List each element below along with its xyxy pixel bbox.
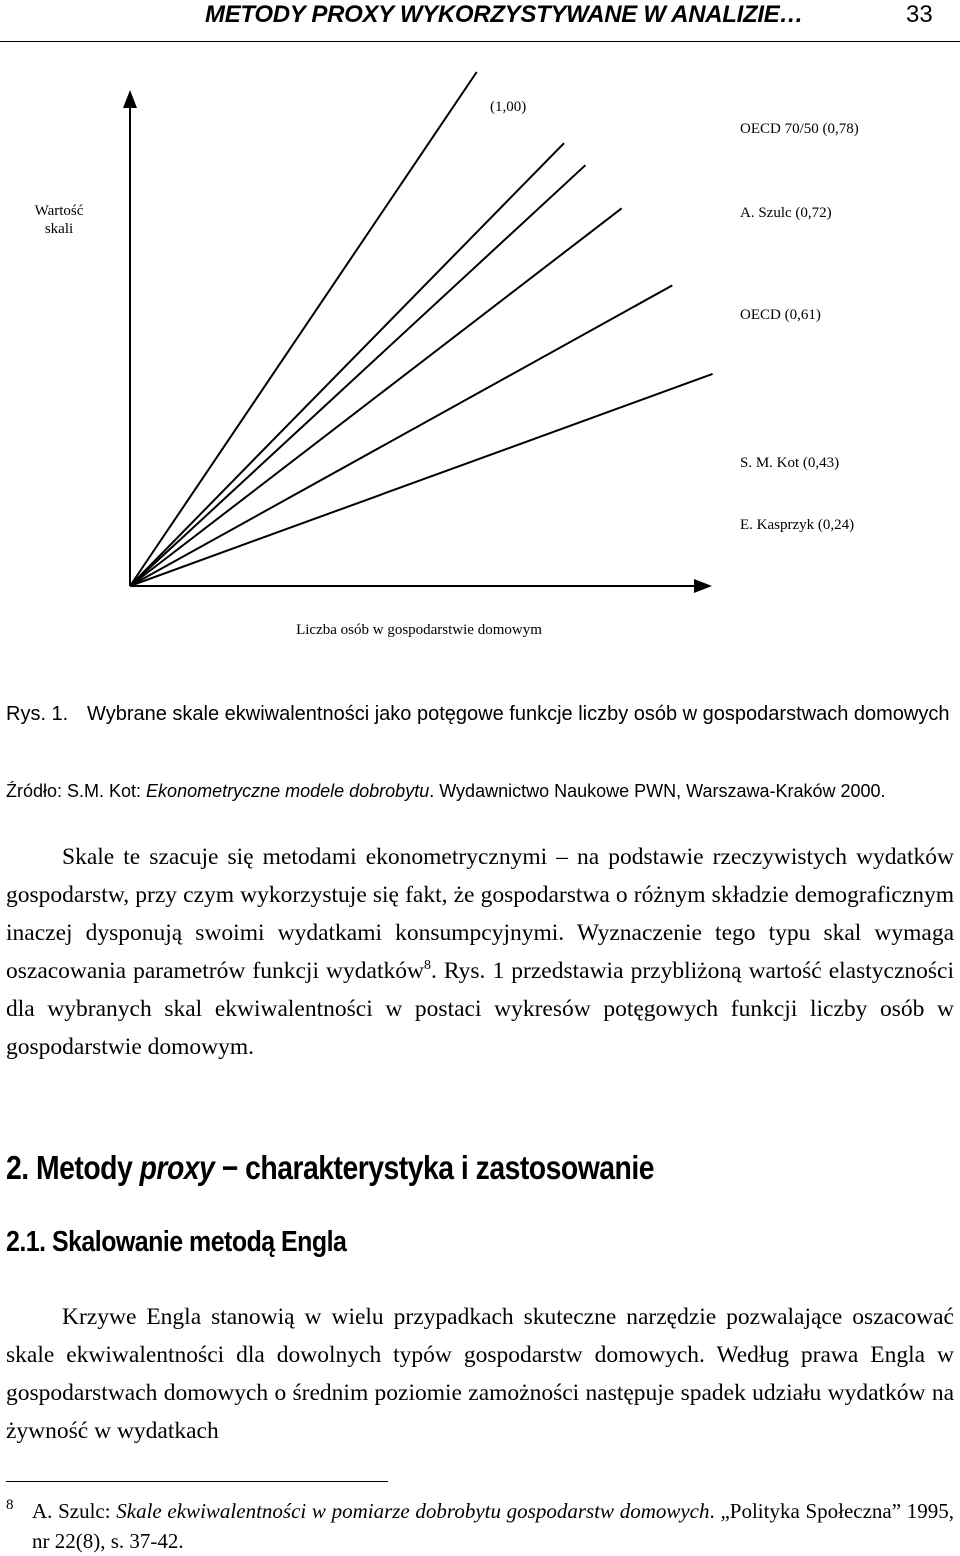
footnote-rest: . „Polityka Społeczna” 1995, nr 22(8), s. 37-42.	[32, 1499, 954, 1553]
footnote-prefix: A. Szulc:	[32, 1499, 117, 1523]
figure-caption-text: Wybrane skale ekwiwalentności jako potęgowe funkcje liczby osób w gospodarstwach domowych	[87, 703, 950, 725]
elasticity-figure	[0, 60, 960, 680]
series-label-0: (1,00)	[490, 99, 527, 115]
chart-series-lines	[130, 72, 713, 586]
footnote-8	[6, 1496, 954, 1556]
section-heading-2	[6, 1148, 654, 1188]
running-title: METODY PROXY WYKORZYSTYWANE W ANALIZIE…	[205, 1, 804, 28]
series-line-5	[130, 374, 713, 586]
x-axis-arrow	[694, 579, 712, 593]
footnote-number: 8	[6, 1497, 14, 1513]
series-label-1: OECD 70/50 (0,78)	[740, 121, 859, 137]
footnote-text	[6, 1496, 954, 1556]
x-axis-label: Liczba osób w gospodarstwie domowym	[296, 622, 542, 638]
source-prefix: Źródło: S.M. Kot:	[6, 781, 147, 801]
heading2-part: 2. Metody	[6, 1149, 140, 1186]
y-axis-label-line-2: skali	[44, 221, 74, 237]
para1-text-cont: . Rys. 1 przedstawia przybliżoną wartość elastyczności dla wybranych skal ekwiwalentności w postaci wykresów potęgowych funkcji liczby osób w gospodarstwie domowym.	[6, 958, 954, 1060]
series-line-4	[130, 285, 672, 586]
series-label-4: S. M. Kot (0,43)	[740, 455, 840, 471]
y-axis-label-line-1: Wartość	[34, 203, 84, 219]
heading2-part-2: − charakterystyka i zastosowanie	[214, 1149, 654, 1186]
footnote-title: Skale ekwiwalentności w pomiarze dobrobytu gospodarstw domowych	[116, 1499, 710, 1523]
chart-series-labels	[490, 99, 859, 533]
subsection-heading-2-1: 2.1. Skalowanie metodą Engla	[6, 1226, 347, 1258]
figure-caption-number: Rys. 1.	[6, 703, 69, 725]
para2-text: Krzywe Engla stanowią w wielu przypadkach skuteczne narzędzie pozwalające oszacować skale ekwiwalentności dla dowolnych typów gospodarstw domowych. Według prawa Engla w gospodarstwach domowych o średnim poziomie zamożności następuje spadek udziału wydatków na żywność w wydatkach	[6, 1304, 954, 1444]
series-line-0	[130, 72, 477, 586]
body-paragraph-1	[6, 838, 954, 1066]
series-label-5: E. Kasprzyk (0,24)	[740, 517, 855, 533]
series-label-2: A. Szulc (0,72)	[740, 205, 832, 221]
footnote-rule	[6, 1481, 388, 1482]
figure-source	[6, 779, 886, 803]
series-line-3	[130, 208, 622, 586]
series-label-3: OECD (0,61)	[740, 307, 821, 323]
series-line-2	[130, 165, 585, 586]
y-axis-arrow	[123, 90, 137, 108]
heading2-italic: proxy	[139, 1149, 215, 1186]
series-line-1	[130, 143, 564, 586]
page-number: 33	[906, 1, 933, 28]
para1-text: Skale te szacuje się metodami ekonometrycznymi – na podstawie rzeczywistych wydatków gospodarstw, przy czym wykorzystuje się fakt, że gospodarstwa o różnym składzie demograficznym inaczej dysponują swoimi wydatkami konsumpcyjnymi. Wyznaczenie tego typu skal wymaga oszacowania parametrów funkcji wydatków	[6, 844, 954, 984]
body-paragraph-2	[6, 1298, 954, 1450]
chart-axes	[123, 90, 712, 593]
header-rule	[0, 41, 960, 42]
source-title: Ekonometryczne modele dobrobytu	[146, 781, 430, 801]
footnote-ref-8[interactable]: 8	[423, 958, 431, 974]
source-rest: . Wydawnictwo Naukowe PWN, Warszawa-Kraków 2000.	[429, 781, 886, 801]
